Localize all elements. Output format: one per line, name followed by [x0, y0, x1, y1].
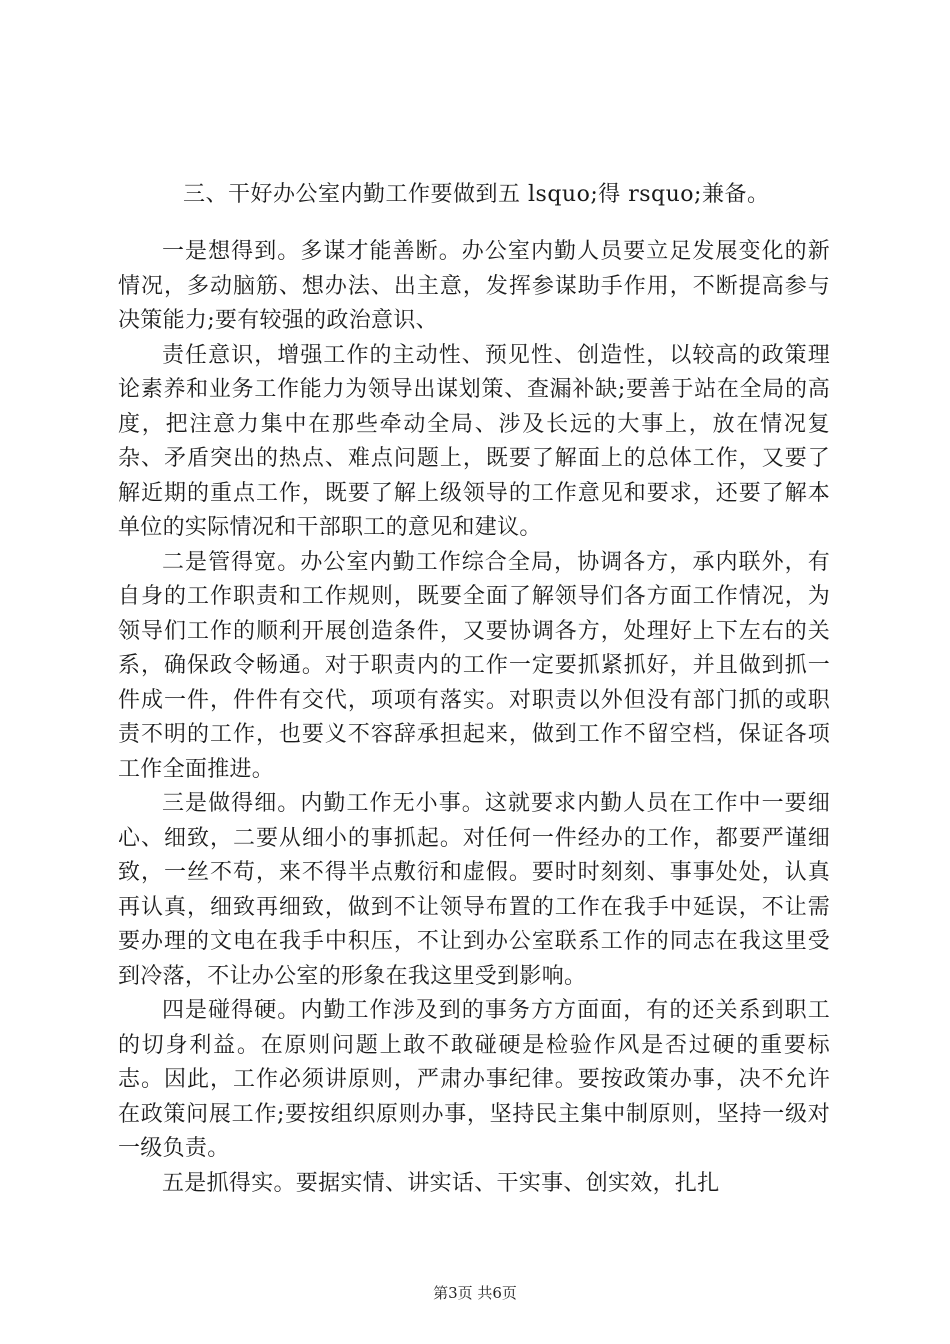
paragraph-firm-principles: 四是碰得硬。内勤工作涉及到的事务方方面面，有的还关系到职工的切身利益。在原则问题上敢不敢碰硬是检验作风是否过硬的重要标志。因此，工作必须讲原则，严肃办事纪律。要按政策办事，决不允许在政策问展工作;要按组织原则办事，坚持民主集中制原则，坚持一级对一级负责。 — [118, 998, 830, 1161]
page-footer — [0, 1283, 950, 1303]
paragraph-responsibility: 责任意识，增强工作的主动性、预见性、创造性，以较高的政策理论素养和业务工作能力为领导出谋划策、查漏补缺;要善于站在全局的高度，把注意力集中在那些牵动全局、涉及长远的大事上，放在情况复杂、矛盾突出的热点、难点问题上，既要了解面上的总体工作，又要了解近期的重点工作，既要了解上级领导的工作意见和要求，还要了解本单位的实际情况和干部职工的意见和建议。 — [118, 342, 830, 540]
paragraph-meticulous: 三是做得细。内勤工作无小事。这就要求内勤人员在工作中一要细心、细致，二要从细小的事抓起。对任何一件经办的工作，都要严谨细致，一丝不苟，来不得半点敷衍和虚假。要时时刻刻、事事处处，认真再认真，细致再细致，做到不让领导布置的工作在我手中延误，不让需要办理的文电在我手中积压，不让到办公室联系工作的同志在我这里受到冷落，不让办公室的形象在我这里受到影响。 — [118, 791, 830, 989]
paragraph-think-ahead: 一是想得到。多谋才能善断。办公室内勤人员要立足发展变化的新情况，多动脑筋、想办法、出主意，发挥参谋助手作用，不断提高参与决策能力;要有较强的政治意识、 — [118, 239, 830, 333]
paragraph-practical: 五是抓得实。要据实情、讲实话、干实事、创实效，扎扎 — [162, 1170, 720, 1196]
section-heading: 三、干好办公室内勤工作要做到五 lsquo;得 rsquo;兼备。 — [183, 182, 770, 207]
document-body — [118, 235, 830, 1201]
paragraph-broad-management: 二是管得宽。办公室内勤工作综合全局，协调各方，承内联外，有自身的工作职责和工作规则，既要全面了解领导们各方面工作情况，为领导们工作的顺利开展创造条件，又要协调各方，处理好上下左右的关系，确保政令畅通。对于职责内的工作一定要抓紧抓好，并且做到抓一件成一件，件件有交代，项项有落实。对职责以外但没有部门抓的或职责不明的工作，也要义不容辞承担起来，做到工作不留空档，保证各项工作全面推进。 — [118, 549, 830, 782]
page-indicator: 第3页 共6页 — [433, 1284, 517, 1302]
